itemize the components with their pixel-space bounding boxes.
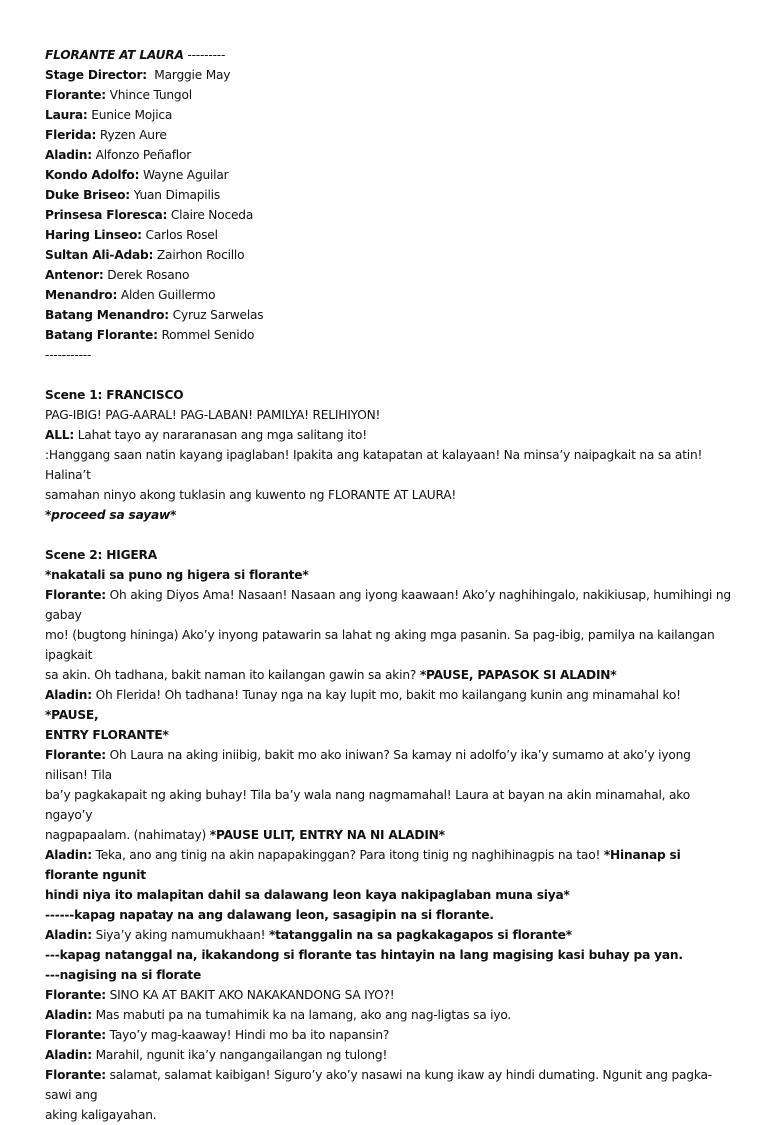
- speaker-label: Florante:: [45, 748, 106, 762]
- cast-role: Batang Menandro:: [45, 308, 169, 322]
- cast-member: [45, 185, 735, 205]
- dialogue-text: Mas mabuti pa na tumahimik ka na lamang, ako ang nag-ligtas sa iyo.: [91, 1008, 512, 1022]
- cast-member: [45, 265, 735, 285]
- script-document: [45, 45, 735, 1125]
- script-line: [45, 845, 735, 885]
- cast-name: Carlos Rosel: [141, 228, 218, 242]
- dialogue-text: nagpapaalam. (nahimatay): [45, 828, 210, 842]
- speaker-label: Florante:: [45, 988, 106, 1002]
- speaker-label: Florante:: [45, 1068, 106, 1082]
- speaker-label: ALL:: [45, 428, 75, 442]
- cast-member: [45, 145, 735, 165]
- script-line: samahan ninyo akong tuklasin ang kuwento ng FLORANTE AT LAURA!: [45, 488, 457, 502]
- cast-member: [45, 245, 735, 265]
- stage-direction: *PAUSE, PAPASOK SI ALADIN*: [419, 668, 617, 682]
- script-line: :Hanggang saan natin kayang ipaglaban! Ipakita ang katapatan at kalayaan! Na minsa’y naipagkait na sa atin! Halina’t: [45, 448, 706, 482]
- cast-member: [45, 225, 735, 245]
- script-line: [45, 985, 735, 1005]
- dialogue-text: Teka, ano ang tinig na akin napapakinggan? Para itong tinig ng naghihinagpis na tao!: [91, 848, 604, 862]
- script-line: [45, 585, 735, 625]
- stage-direction: ENTRY FLORANTE*: [45, 728, 169, 742]
- speaker-label: Aladin:: [45, 928, 92, 942]
- speaker-label: Florante:: [45, 1028, 106, 1042]
- cast-role: Stage Director:: [45, 68, 147, 82]
- stage-direction: *PAUSE ULIT, ENTRY NA NI ALADIN*: [209, 828, 445, 842]
- speaker-label: Aladin:: [45, 1008, 92, 1022]
- speaker-label: Aladin:: [45, 1048, 92, 1062]
- stage-direction: *Hinanap si florante ngunit: [45, 848, 685, 882]
- stage-direction: *proceed sa sayaw*: [45, 508, 177, 522]
- speaker-label: Florante:: [45, 588, 106, 602]
- stage-direction: ---kapag natanggal na, ikakandong si florante tas hintayin na lang magising kasi buhay pa yan.: [45, 948, 683, 962]
- cast-name: Alden Guillermo: [117, 288, 216, 302]
- cast-name: Ryzen Aure: [96, 128, 167, 142]
- script-line: PAG-IBIG! PAG-AARAL! PAG-LABAN! PAMILYA! RELIHIYON!: [45, 408, 381, 422]
- stage-direction: *nakatali sa puno ng higera si florante*: [45, 568, 309, 582]
- blank-line: [45, 525, 735, 545]
- dialogue-text: salamat, salamat kaibigan! Siguro’y ako’y nasawi na kung ikaw ay hindi dumating. Ngunit ang pagka-sawi ang: [45, 1068, 712, 1102]
- cast-name: Cyruz Sarwelas: [168, 308, 264, 322]
- cast-role: Antenor:: [45, 268, 104, 282]
- cast-divider: -----------: [45, 348, 92, 362]
- stage-direction: ------kapag napatay na ang dalawang leon, sasagipin na si florante.: [45, 908, 494, 922]
- cast-member: [45, 305, 735, 325]
- script-line: ba’y pagkakapait ng aking buhay! Tila ba’y wala nang nagmamahal! Laura at bayan na akin minamahal, ako ngayo’y: [45, 788, 694, 822]
- blank-line: [45, 365, 735, 385]
- cast-member: [45, 165, 735, 185]
- cast-name: Claire Noceda: [167, 208, 254, 222]
- dialogue-text: Marahil, ngunit ika’y nangangailangan ng tulong!: [91, 1048, 388, 1062]
- stage-direction: hindi niya ito malapitan dahil sa dalawang leon kaya nakipaglaban muna siya*: [45, 888, 570, 902]
- cast-member: [45, 205, 735, 225]
- stage-direction: ---nagising na si florate: [45, 968, 202, 982]
- dialogue-text: Oh Flerida! Oh tadhana! Tunay nga na kay lupit mo, bakit mo kailangang kunin ang minamahal ko!: [91, 688, 685, 702]
- cast-member: [45, 325, 735, 345]
- script-line: [45, 685, 735, 725]
- script-line: [45, 425, 735, 445]
- script-line: [45, 1065, 735, 1105]
- cast-name: Marggie May: [146, 68, 231, 82]
- cast-role: Aladin:: [45, 148, 92, 162]
- dialogue-text: Lahat tayo ay nararanasan ang mga salitang ito!: [74, 428, 367, 442]
- script-line: [45, 925, 735, 945]
- cast-name: Eunice Mojica: [87, 108, 173, 122]
- cast-member: [45, 285, 735, 305]
- script-line: [45, 1005, 735, 1025]
- script-line: aking kaligayahan.: [45, 1108, 157, 1122]
- script-line: mo! (bugtong hininga) Ako’y inyong patawarin sa lahat ng aking mga pasanin. Sa pag-ibig, pamilya na kailangan ipagkait: [45, 628, 719, 662]
- script-line: [45, 1025, 735, 1045]
- cast-member: [45, 125, 735, 145]
- dialogue-text: Tayo’y mag-kaaway! Hindi mo ba ito napansin?: [105, 1028, 390, 1042]
- cast-role: Sultan Ali-Adab:: [45, 248, 154, 262]
- script-line: [45, 825, 735, 845]
- stage-direction: *PAUSE,: [45, 708, 99, 722]
- script-line: [45, 1045, 735, 1065]
- cast-name: Rommel Senido: [157, 328, 255, 342]
- cast-member: [45, 85, 735, 105]
- speaker-label: Aladin:: [45, 688, 92, 702]
- scene-heading: Scene 1: FRANCISCO: [45, 388, 184, 402]
- cast-name: Yuan Dimapilis: [129, 188, 221, 202]
- title-divider: ---------: [183, 48, 226, 62]
- cast-role: Batang Florante:: [45, 328, 158, 342]
- cast-name: Vhince Tungol: [105, 88, 192, 102]
- cast-role: Flerida:: [45, 128, 97, 142]
- cast-member: [45, 65, 735, 85]
- cast-name: Zairhon Rocillo: [153, 248, 245, 262]
- speaker-label: Aladin:: [45, 848, 92, 862]
- cast-role: Prinsesa Floresca:: [45, 208, 168, 222]
- dialogue-text: SINO KA AT BAKIT AKO NAKAKANDONG SA IYO?!: [105, 988, 395, 1002]
- dialogue-text: Siya’y aking namumukhaan!: [91, 928, 269, 942]
- cast-role: Duke Briseo:: [45, 188, 130, 202]
- cast-name: Wayne Aguilar: [139, 168, 229, 182]
- cast-member: [45, 105, 735, 125]
- dialogue-text: Oh Laura na aking iniibig, bakit mo ako iniwan? Sa kamay ni adolfo’y ika’y sumamo at ako’y iyong nilisan! Tila: [45, 748, 695, 782]
- cast-role: Kondo Adolfo:: [45, 168, 140, 182]
- play-title: FLORANTE AT LAURA: [45, 48, 184, 62]
- cast-title-line: [45, 45, 735, 65]
- script-line: [45, 665, 735, 685]
- cast-role: Florante:: [45, 88, 106, 102]
- scene-heading: Scene 2: HIGERA: [45, 548, 157, 562]
- cast-name: Alfonzo Peñaflor: [91, 148, 192, 162]
- dialogue-text: sa akin. Oh tadhana, bakit naman ito kailangan gawin sa akin?: [45, 668, 420, 682]
- cast-role: Laura:: [45, 108, 88, 122]
- dialogue-text: Oh aking Diyos Ama! Nasaan! Nasaan ang iyong kaawaan! Ako’y naghihingalo, nakikiusap, humihingi ng gabay: [45, 588, 735, 622]
- cast-role: Menandro:: [45, 288, 118, 302]
- stage-direction: *tatanggalin na sa pagkakagapos si florante*: [268, 928, 572, 942]
- script-line: [45, 745, 735, 785]
- cast-role: Haring Linseo:: [45, 228, 142, 242]
- cast-name: Derek Rosano: [103, 268, 190, 282]
